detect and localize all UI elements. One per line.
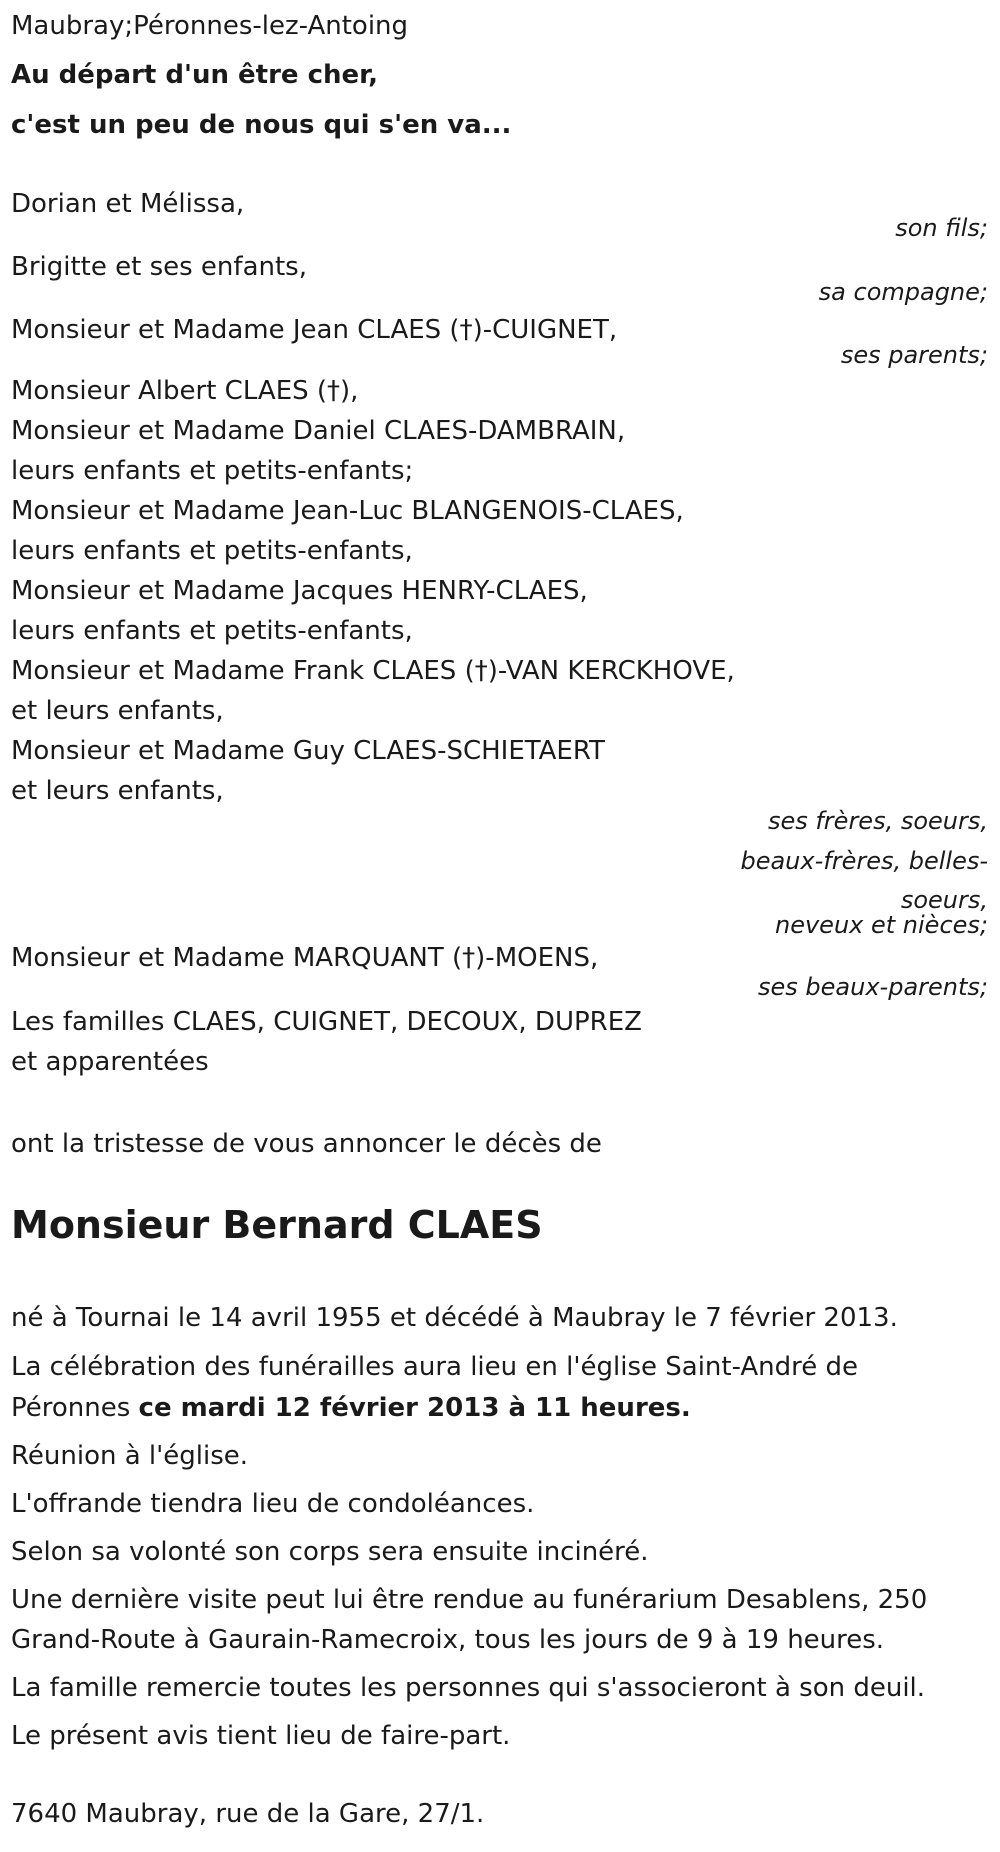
family-relation: sa compagne;	[818, 278, 988, 306]
meeting: Réunion à l'église.	[11, 1441, 249, 1471]
family-line: leurs enfants et petits-enfants,	[11, 536, 413, 566]
family-line: leurs enfants et petits-enfants,	[11, 616, 413, 646]
family-relation: neveux et nièces;	[775, 911, 988, 939]
ceremony-date: ce mardi 12 février 2013 à 11 heures.	[138, 1393, 691, 1423]
family-line: Monsieur et Madame Guy CLAES-SCHIETAERT	[11, 736, 605, 766]
family-line: Monsieur et Madame Frank CLAES (†)-VAN KERCKHOVE,	[11, 656, 735, 686]
family-line: Les familles CLAES, CUIGNET, DECOUX, DUPREZ	[11, 1007, 642, 1037]
ceremony-place: Péronnes	[11, 1393, 139, 1423]
deceased-name: Monsieur Bernard CLAES	[11, 1203, 543, 1247]
offering: L'offrande tiendra lieu de condoléances.	[11, 1489, 535, 1519]
ceremony-line-1: La célébration des funérailles aura lieu en l'église Saint-André de	[11, 1352, 859, 1382]
family-line: et apparentées	[11, 1047, 209, 1077]
cremation: Selon sa volonté son corps sera ensuite incinéré.	[11, 1537, 649, 1567]
announcement: ont la tristesse de vous annoncer le décès de	[11, 1129, 602, 1159]
address: 7640 Maubray, rue de la Gare, 27/1.	[11, 1799, 485, 1829]
location: Maubray;Péronnes-lez-Antoing	[11, 11, 409, 41]
family-line: Monsieur et Madame MARQUANT (†)-MOENS,	[11, 943, 599, 973]
family-line: Monsieur et Madame Jean CLAES (†)-CUIGNET,	[11, 315, 618, 345]
notice: Le présent avis tient lieu de faire-part.	[11, 1721, 511, 1751]
family-relation: beaux-frères, belles-	[740, 847, 988, 875]
family-relation: ses parents;	[840, 341, 988, 369]
family-relation: ses frères, soeurs,	[767, 807, 988, 835]
family-line: Monsieur et Madame Jean-Luc BLANGENOIS-CLAES,	[11, 496, 684, 526]
family-line: et leurs enfants,	[11, 776, 224, 806]
family-line: Dorian et Mélissa,	[11, 189, 245, 219]
family-line: Monsieur et Madame Jacques HENRY-CLAES,	[11, 576, 588, 606]
quote-line-2: c'est un peu de nous qui s'en va...	[11, 110, 512, 140]
family-relation: son fils;	[895, 214, 988, 242]
visit-line-1: Une dernière visite peut lui être rendue au funérarium Desablens, 250	[11, 1585, 928, 1615]
thanks: La famille remercie toutes les personnes qui s'associeront à son deuil.	[11, 1673, 926, 1703]
family-line: leurs enfants et petits-enfants;	[11, 456, 414, 486]
family-line: et leurs enfants,	[11, 696, 224, 726]
family-line: Monsieur et Madame Daniel CLAES-DAMBRAIN,	[11, 416, 626, 446]
family-relation: soeurs,	[900, 886, 988, 914]
quote-line-1: Au départ d'un être cher,	[11, 60, 379, 90]
birth-death: né à Tournai le 14 avril 1955 et décédé à Maubray le 7 février 2013.	[11, 1303, 898, 1333]
visit-line-2: Grand-Route à Gaurain-Ramecroix, tous les jours de 9 à 19 heures.	[11, 1625, 885, 1655]
family-relation: ses beaux-parents;	[758, 973, 988, 1001]
family-line: Monsieur Albert CLAES (†),	[11, 376, 359, 406]
family-line: Brigitte et ses enfants,	[11, 252, 307, 282]
ceremony-line-2	[11, 1388, 691, 1428]
